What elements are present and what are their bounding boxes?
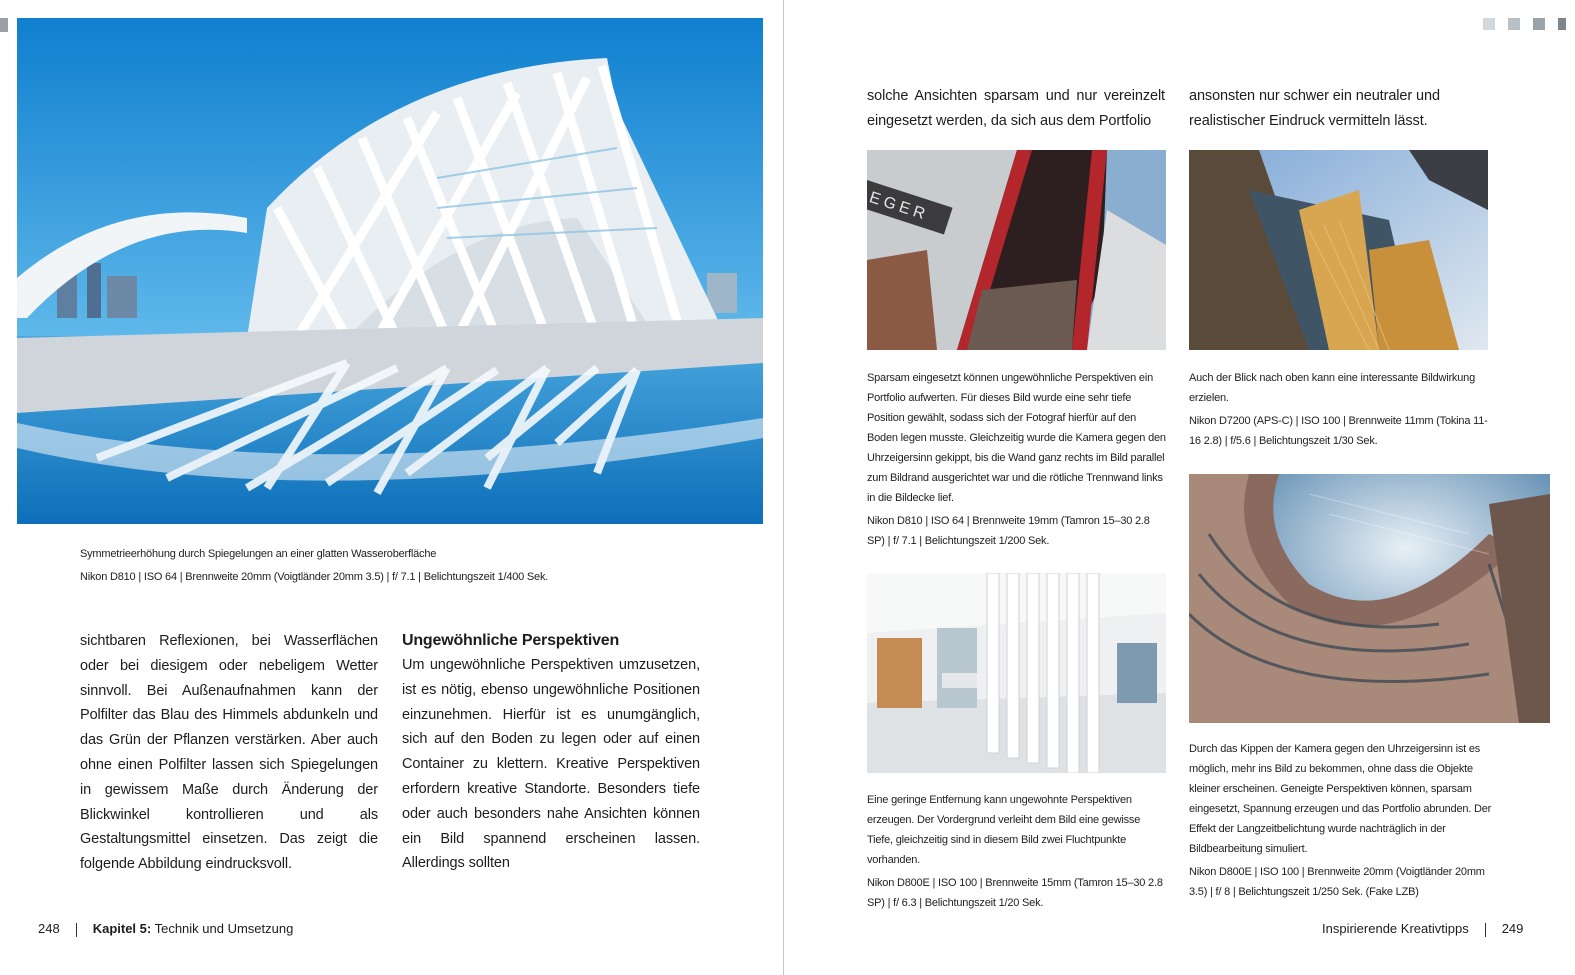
photo4-caption-title: Durch das Kippen der Kamera gegen den Uhrzeigersinn ist es möglich, mehr ins Bild zu bekommen, ohne dass die Objekte kleiner erscheinen. Geneigte Perspektiven können, sparsam eingesetzt, Spannung erzeugen und das Portfolio abrunden. Der Effekt der Langzeitbelichtung wurde nachträglich in der Bildbearbeitung simuliert.: [1189, 743, 1492, 855]
photo1-caption-title: Sparsam eingesetzt können ungewöhnliche Perspektiven ein Portfolio aufwerten. Für dieses Bild wurde eine sehr tiefe Position gewählt, sodass sich der Fotograf hierfür auf den Boden legen musste. Gleichzeitig wurde die Kamera gegen den Uhrzeigersinn gekippt, bis die Wand ganz rechts im Bild parallel zum Bildrand ausgerichtet war und die rötliche Trennwand links in die Bildecke lief.: [867, 372, 1166, 504]
main-photo-caption-title: Symmetrieerhöhung durch Spiegelungen an einer glatten Wasseroberfläche: [80, 548, 437, 560]
page-corner-mark: [0, 18, 8, 32]
page-number: 249: [1501, 921, 1524, 936]
body-paragraph: solche Ansichten sparsam und nur vereinzelt eingesetzt werden, da sich aus dem Portfolio: [867, 88, 1165, 129]
photo3-caption-title: Eine geringe Entfernung kann ungewohnte Perspektiven erzeugen. Der Vordergrund verleiht dem Bild eine gewisse Tiefe, gleichzeitig sind in diesem Bild zwei Fluchtpunkte vorhanden.: [867, 794, 1141, 866]
page-number: 248: [38, 921, 60, 936]
accent-square: [1558, 18, 1566, 30]
section-heading: Ungewöhnliche Perspektiven: [402, 632, 620, 649]
accent-square: [1483, 18, 1495, 30]
body-paragraph: ansonsten nur schwer ein neutraler und realistischer Eindruck vermitteln lässt.: [1189, 88, 1440, 129]
right-page: [784, 0, 1575, 975]
left-body-column-1: [80, 629, 378, 877]
red-frame-entrance-photo: [867, 150, 1166, 350]
right-footer: [1322, 919, 1523, 939]
chapter-title: Technik und Umsetzung: [151, 921, 294, 936]
footer-divider: [1485, 923, 1486, 937]
photo3-caption-specs: Nikon D800E | ISO 100 | Brennweite 15mm (Tamron 15–30 2.8 SP) | f/ 6.3 | Belichtungszeit 1/20 Sek.: [867, 877, 1163, 909]
body-paragraph: sichtbaren Reflexionen, bei Wasserflächen oder bei diesigem oder nebeligem Wetter sinnvoll. Bei Außenaufnahmen kann der Polfilter das Blau des Himmels abdunkeln und das Grün der Pflanzen verstärken. Aber auch ohne einen Polfilter lassen sich Spiegelungen in gewissem Maße durch Änderung der Blickwinkel kontrollieren und als Gestaltungsmittel einsetzen. Das zeigt die folgende Abbildung eindrucksvoll.: [80, 633, 378, 873]
photo2-caption-specs: Nikon D7200 (APS-C) | ISO 100 | Brennweite 11mm (Tokina 11-16 2.8) | f/5.6 | Belichtungszeit 1/30 Sek.: [1189, 415, 1488, 447]
interior-lobby-photo: [867, 573, 1166, 773]
left-footer: [38, 919, 293, 939]
footer-divider: [76, 923, 77, 937]
chapter-label: Kapitel 5:: [92, 921, 152, 936]
right-body-column-2: [1189, 84, 1487, 134]
towers-looking-up-photo: [1189, 150, 1488, 350]
photo4-caption-specs: Nikon D800E | ISO 100 | Brennweite 20mm (Voigtländer 20mm 3.5) | f/ 8 | Belichtungszeit 1/250 Sek. (Fake LZB): [1189, 866, 1485, 898]
photo1-caption: [867, 368, 1167, 551]
photo4-caption: [1189, 739, 1499, 902]
photo1-caption-specs: Nikon D810 | ISO 64 | Brennweite 19mm (Tamron 15–30 2.8 SP) | f/ 7.1 | Belichtungszeit 1/200 Sek.: [867, 515, 1150, 547]
section-title: Inspirierende Kreativtipps: [1322, 921, 1469, 936]
left-page: [0, 0, 783, 975]
photo2-caption-title: Auch der Blick nach oben kann eine interessante Bildwirkung erzielen.: [1189, 372, 1475, 404]
accent-square: [1533, 18, 1545, 30]
photo2-caption: [1189, 368, 1494, 451]
architecture-reflection-photo: [17, 18, 763, 524]
left-body-column-2: [402, 629, 700, 876]
right-body-column-1: [867, 84, 1165, 134]
main-photo-caption-specs: Nikon D810 | ISO 64 | Brennweite 20mm (Voigtländer 20mm 3.5) | f/ 7.1 | Belichtungszeit 1/400 Sek.: [80, 571, 549, 583]
accent-square: [1508, 18, 1520, 30]
photo3-caption: [867, 790, 1167, 913]
main-photo-caption: [80, 544, 760, 587]
curved-building-photo: [1189, 474, 1550, 723]
building-sign-text: EGER: [867, 189, 931, 225]
body-paragraph: Um ungewöhnliche Perspektiven umzusetzen, ist es nötig, ebenso ungewöhnliche Positionen einzunehmen. Hierfür ist es unumgänglich, sich auf den Boden zu legen oder auf einen Container zu klettern. Kreative Perspektiven erfordern kreative Standorte. Besonders tiefe oder auch besonders nahe Ansichten können ein Bild spannend erscheinen lassen. Allerdings sollten: [402, 657, 700, 872]
